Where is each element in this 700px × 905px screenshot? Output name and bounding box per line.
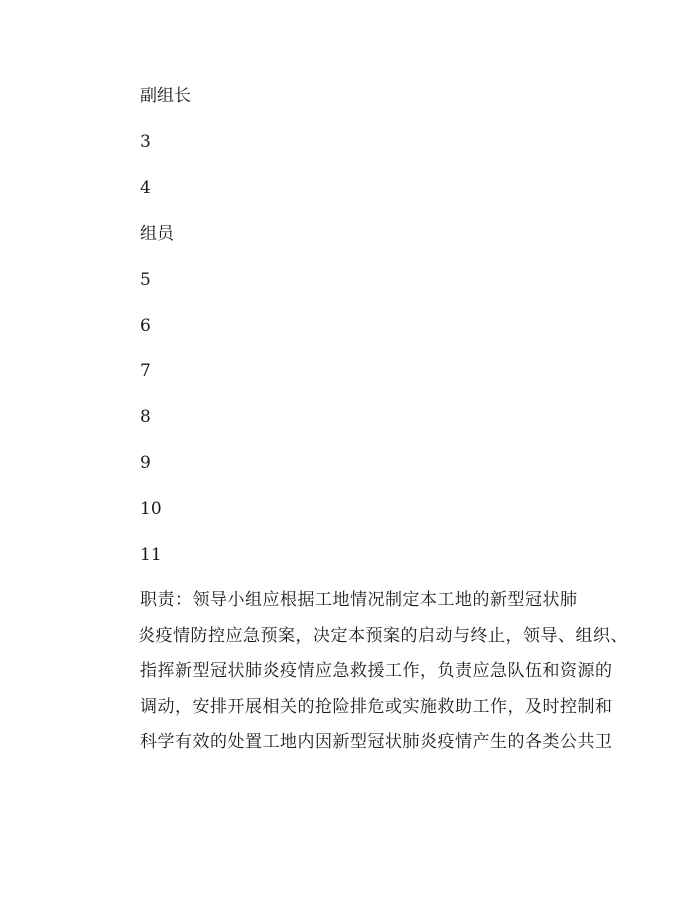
role-member: 组员 [140, 224, 174, 244]
duties-line-4: 调动，安排开展相关的抢险排危或实施救助工作，及时控制和 [140, 696, 613, 717]
list-number-10: 10 [140, 499, 162, 519]
duties-line-1: 职责：领导小组应根据工地情况制定本工地的新型冠状肺 [140, 590, 578, 610]
role-deputy-leader: 副组长 [140, 86, 191, 106]
duties-line-5: 科学有效的处置工地内因新型冠状肺炎疫情产生的各类公共卫 [140, 732, 613, 752]
list-number-9: 9 [140, 453, 151, 473]
list-number-3: 3 [140, 132, 151, 152]
list-number-8: 8 [140, 407, 151, 427]
duties-line-3: 指挥新型冠状肺炎疫情应急救援工作，负责应急队伍和资源的 [140, 661, 613, 681]
list-number-4: 4 [140, 178, 151, 198]
list-number-5: 5 [140, 270, 151, 290]
duties-paragraph [138, 583, 628, 761]
duties-line-2: 炎疫情防控应急预案，决定本预案的启动与终止，领导、组织、 [138, 625, 628, 646]
list-number-11: 11 [140, 545, 162, 565]
list-number-6: 6 [140, 316, 151, 336]
list-number-7: 7 [140, 361, 151, 381]
